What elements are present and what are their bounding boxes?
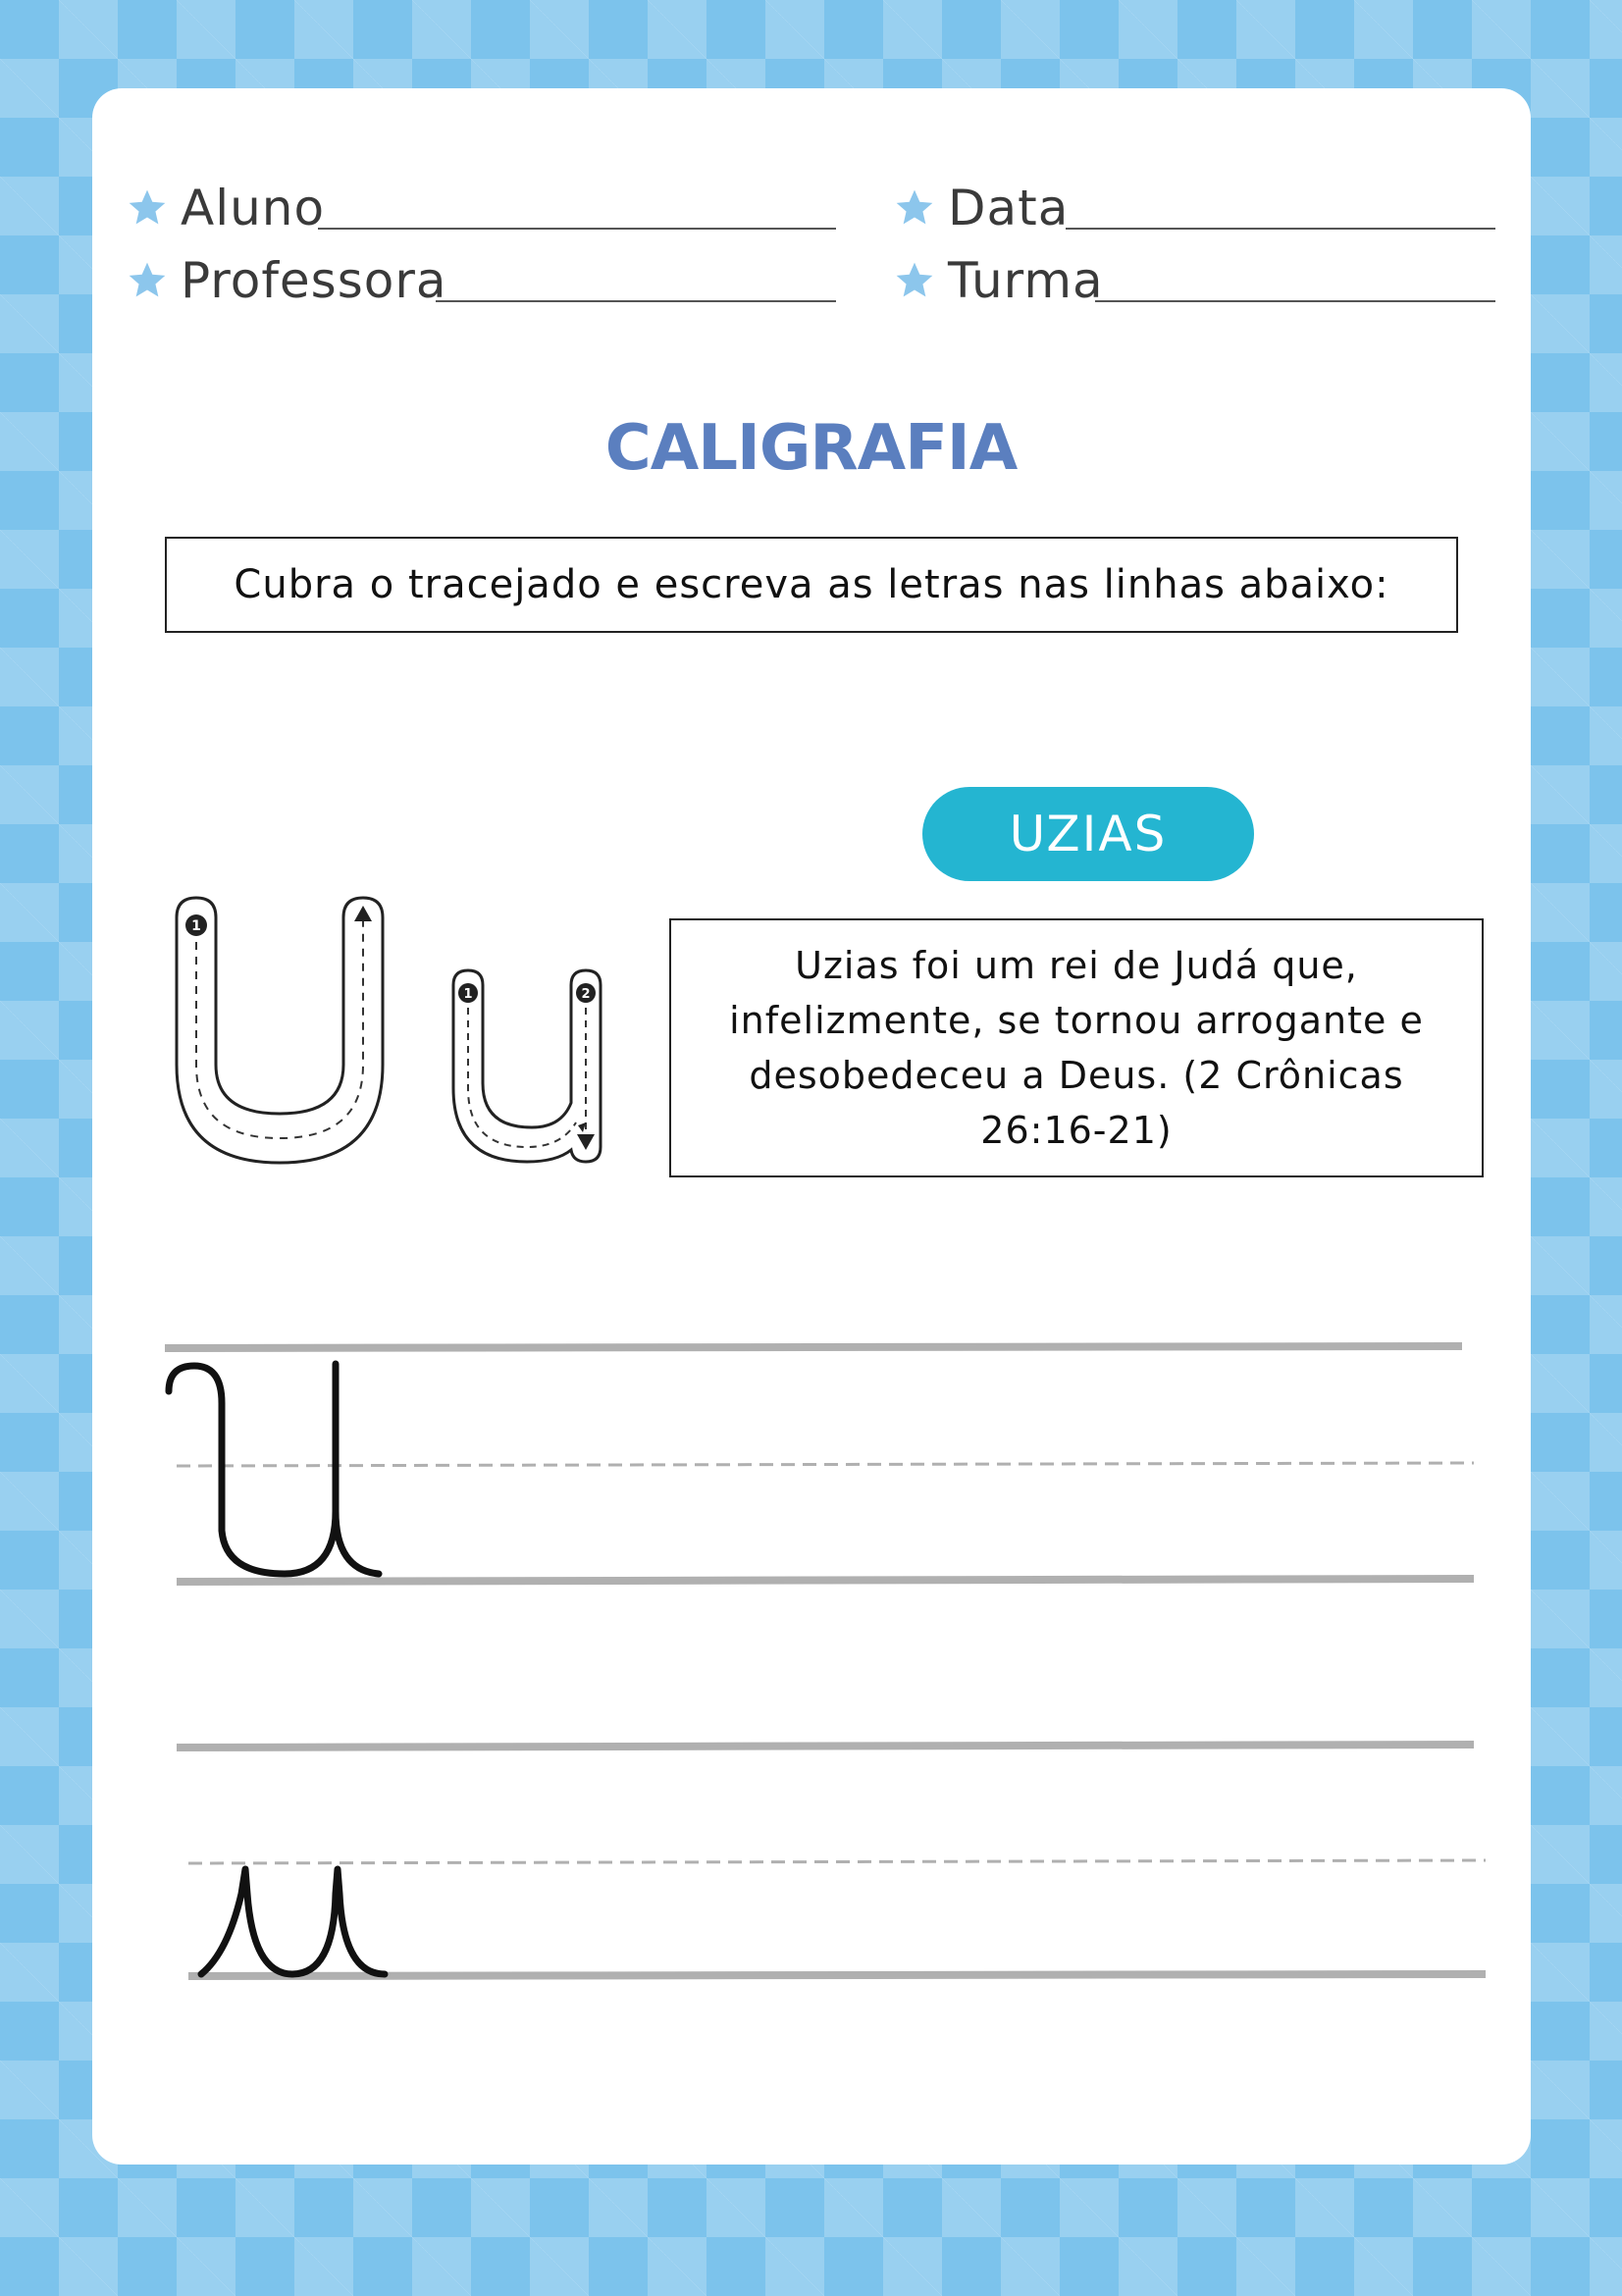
description-text: Uzias foi um rei de Judá que, infelizmente, se tornou arrogante e desobedeceu a Deus. (2 Crônicas 26:16-21) [729, 944, 1424, 1152]
svg-text:1: 1 [463, 987, 473, 1002]
data-label: Data [948, 180, 1070, 236]
professora-label: Professora [181, 252, 447, 309]
writing-line-mid-1 [177, 1463, 1474, 1466]
word-badge: UZIAS [922, 787, 1254, 881]
writing-line-top-1 [165, 1346, 1462, 1348]
writing-line-top-2 [177, 1745, 1474, 1748]
instruction-box: Cubra o tracejado e escreva as letras nas linhas abaixo: [165, 537, 1458, 633]
writing-line-mid-2 [188, 1860, 1486, 1863]
cursive-u-uppercase [169, 1364, 379, 1574]
svg-text:1: 1 [191, 918, 201, 934]
turma-label: Turma [948, 252, 1104, 309]
cursive-u-lowercase [201, 1869, 385, 1974]
aluno-label: Aluno [181, 180, 326, 236]
page-title: CALIGRAFIA [604, 412, 1018, 485]
writing-line-base-1 [177, 1579, 1474, 1582]
svg-text:2: 2 [581, 987, 591, 1002]
